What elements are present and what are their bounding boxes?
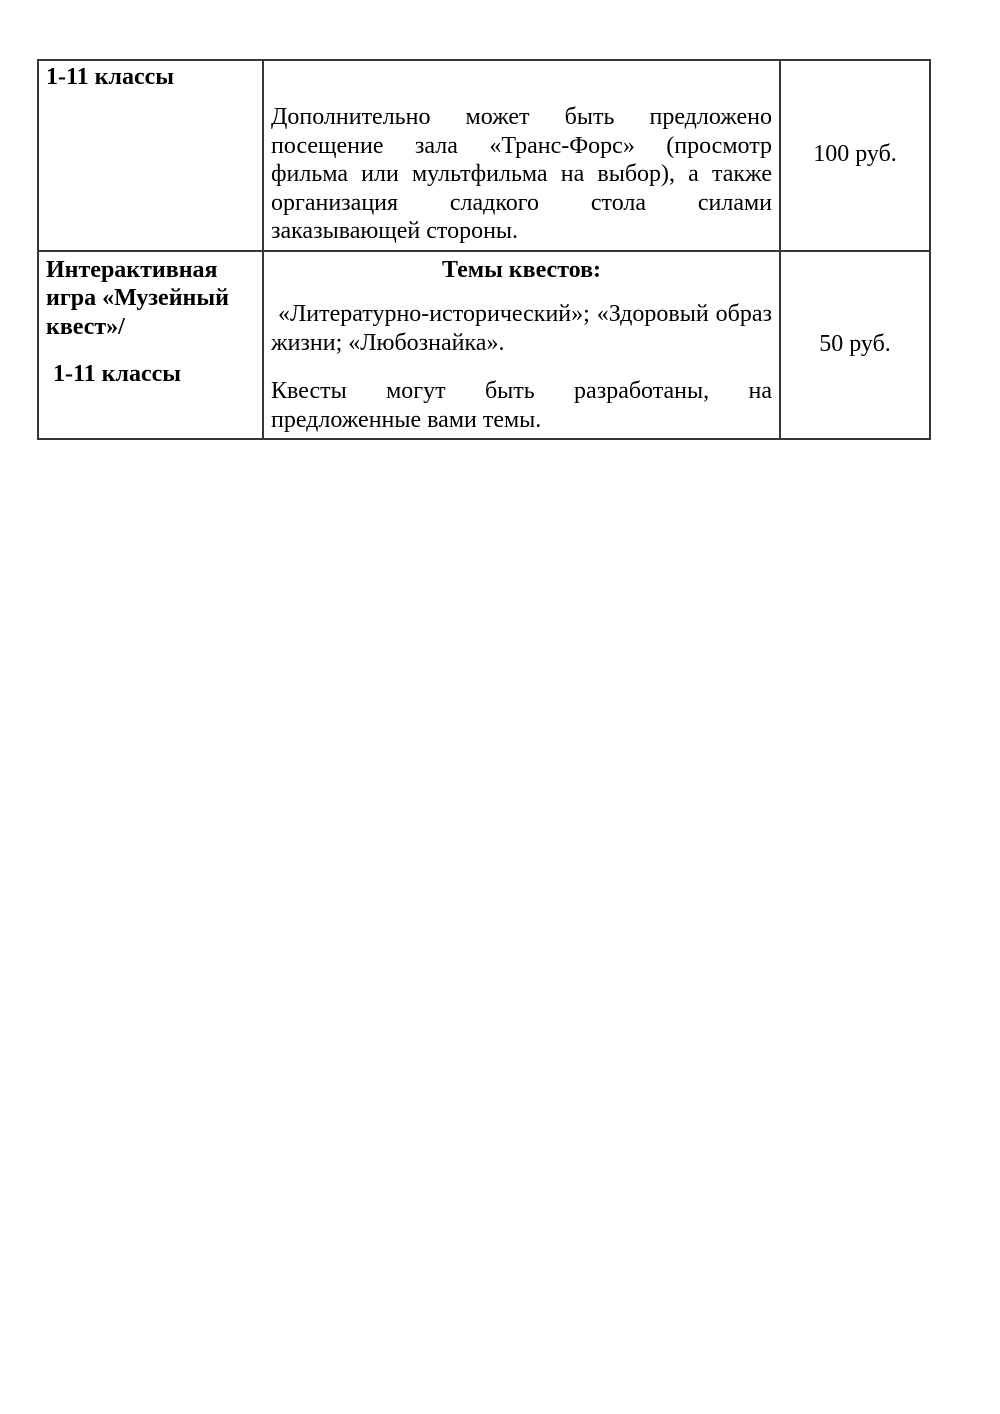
description-text: Дополнительно может быть предложено посещение зала «Транс-Форс» (просмотр фильма или мультфильма на выбор), а также организация сладкого стола силами заказывающей стороны.	[271, 104, 772, 244]
grade-cell	[38, 60, 263, 251]
activity-title-text: Интерактивная игра «Музейный квест»/	[46, 256, 229, 340]
price-cell	[780, 251, 930, 440]
description-cell	[263, 251, 780, 440]
grade-text: 1-11 классы	[46, 64, 175, 90]
themes-note-text: Квесты могут быть разработаны, на предложенные вами темы.	[271, 378, 772, 433]
table-row	[38, 60, 930, 251]
themes-heading-text: Темы квестов:	[441, 256, 602, 283]
price-table	[37, 59, 931, 440]
price-text: 100 руб.	[813, 141, 897, 167]
description-cell	[263, 60, 780, 251]
grade-text: 1-11 классы	[53, 361, 182, 387]
table-row	[38, 251, 930, 440]
price-text: 50 руб.	[819, 330, 891, 357]
price-cell	[780, 60, 930, 251]
themes-list-text: «Литературно-исторический»; «Здоровый образ жизни; «Любознайка».	[271, 301, 772, 356]
grade-cell	[38, 251, 263, 440]
